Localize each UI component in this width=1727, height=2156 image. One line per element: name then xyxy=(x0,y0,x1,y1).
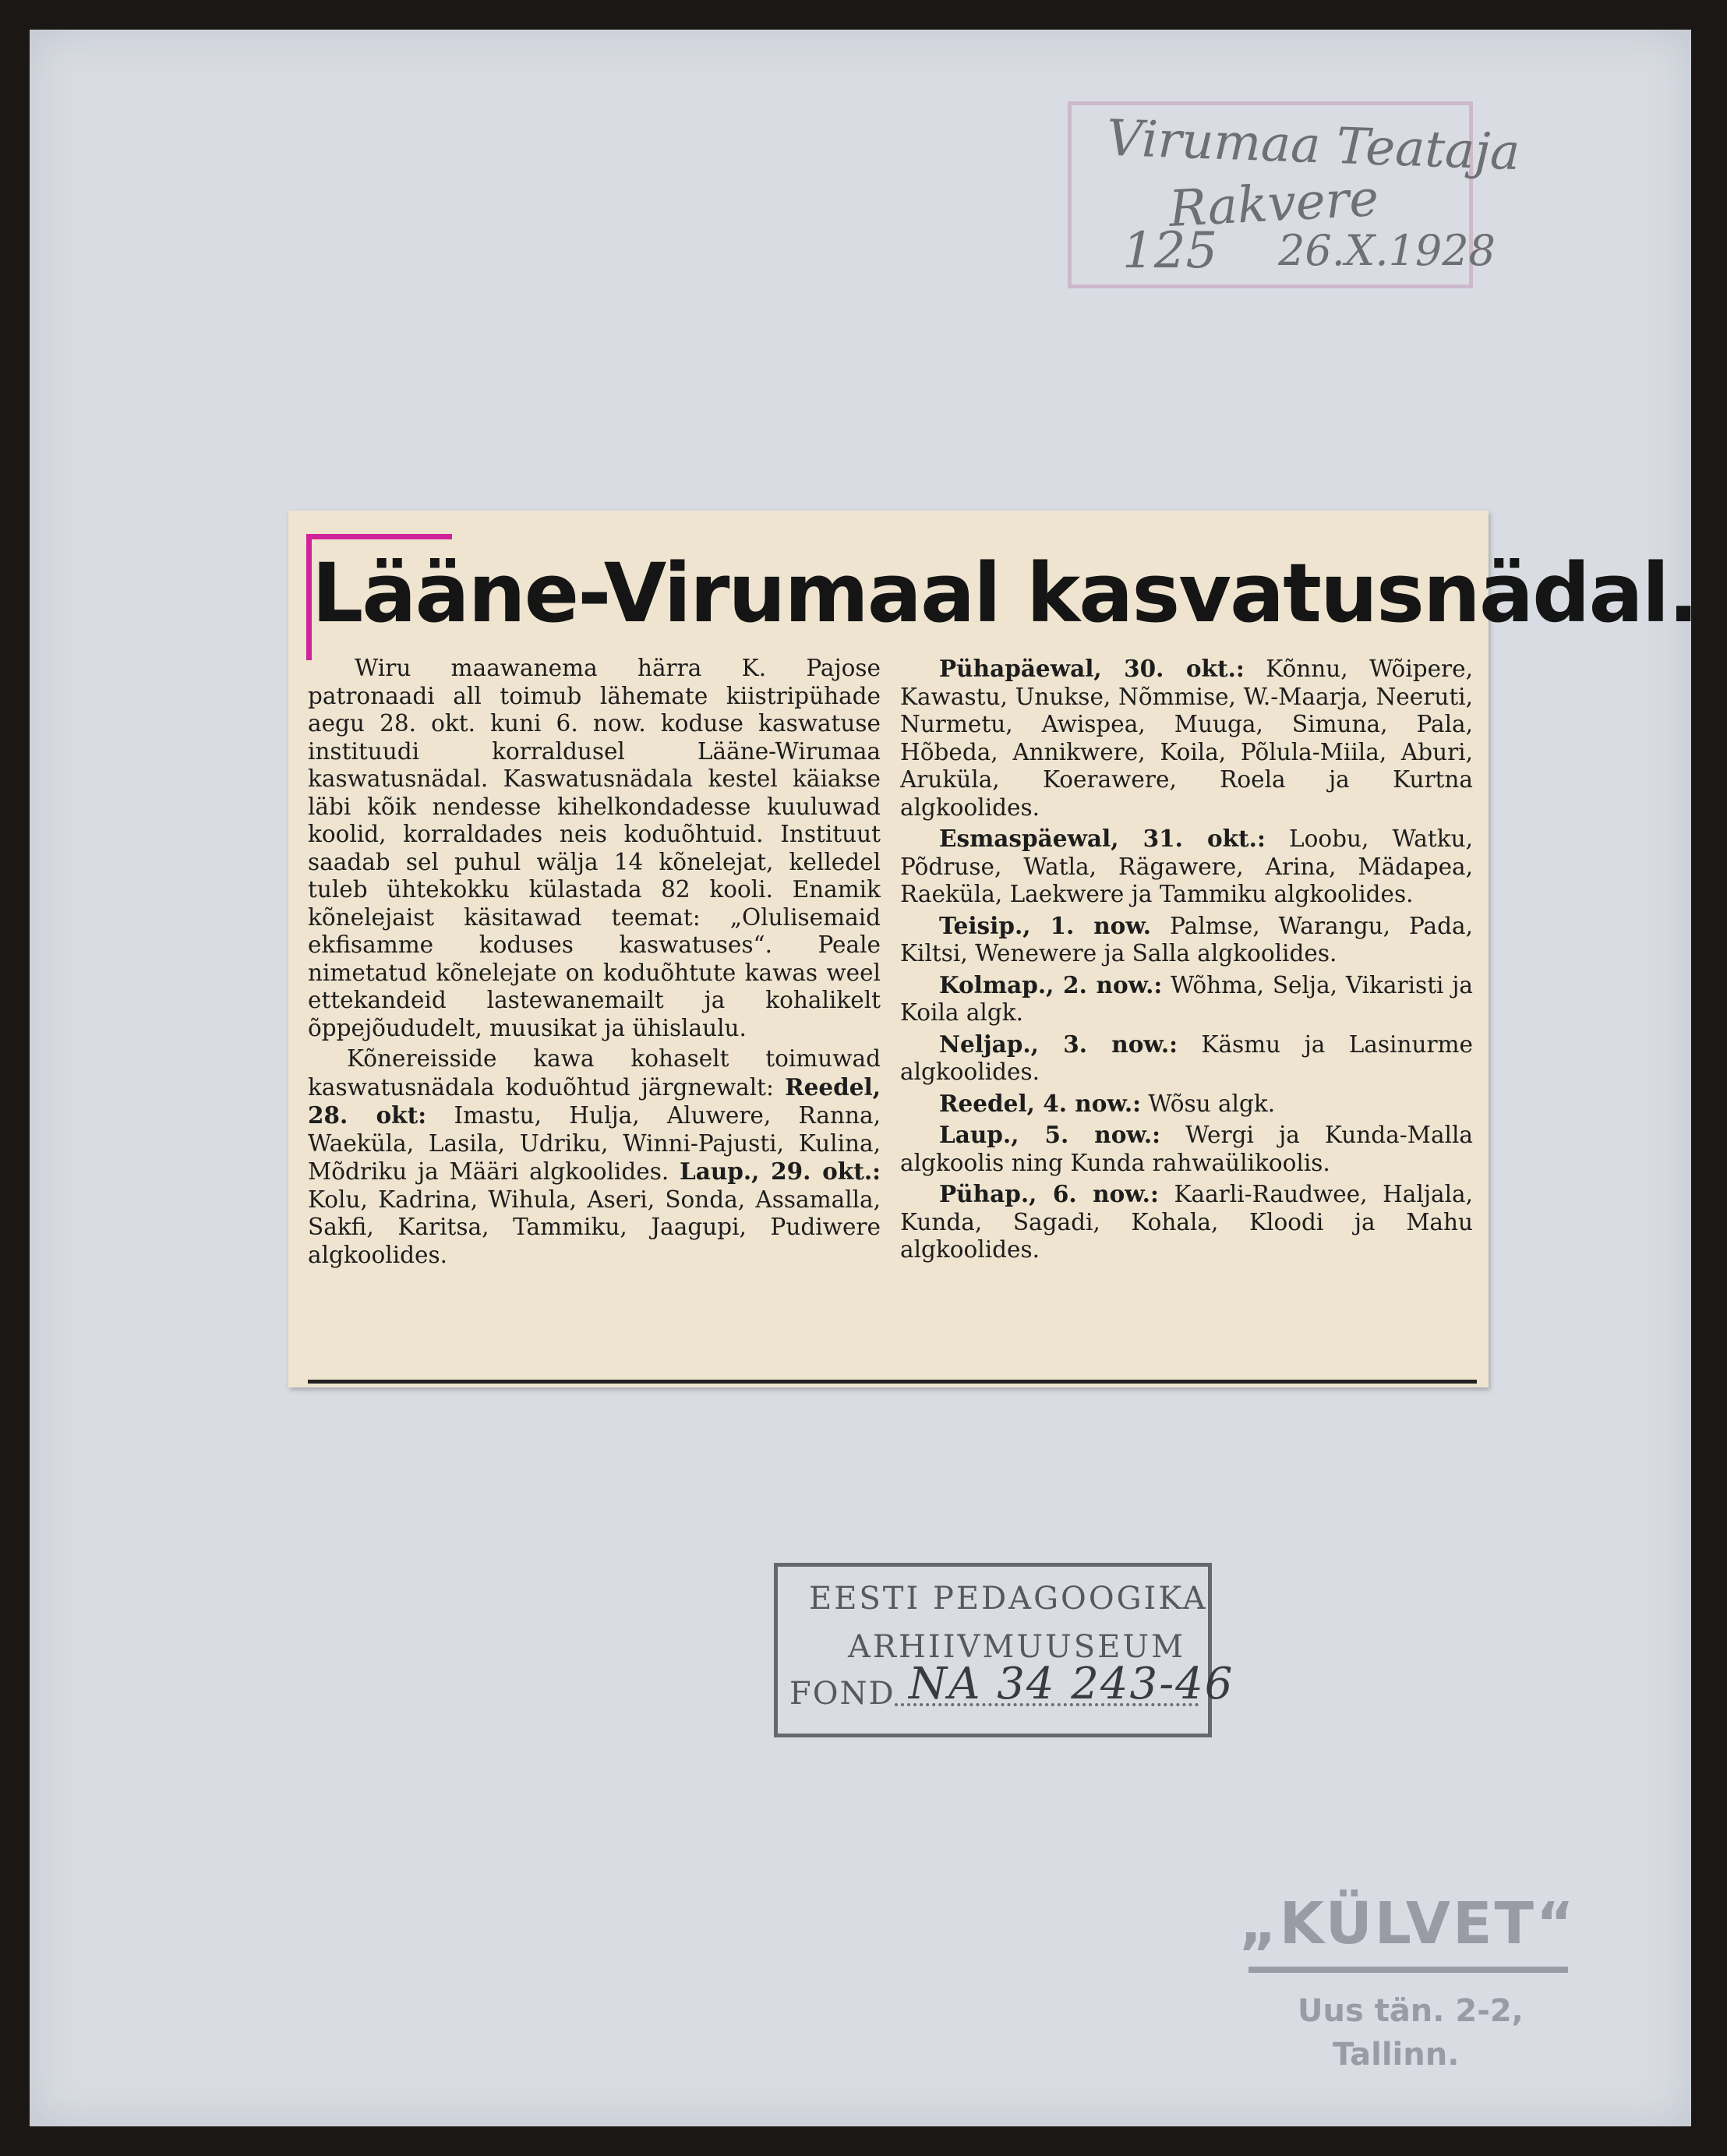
schedule-day-text: Wõsu algk. xyxy=(1148,1090,1276,1117)
schedule-day-label: Reedel, 4. now.: xyxy=(939,1089,1141,1117)
stamp-archive: ARHIIVMUUSEUM xyxy=(848,1629,1186,1665)
schedule-day-text: Imastu, Hulja, Aluwere, Ranna, Waeküla, Lasila, Udriku, Winni-Pajusti, Kulina, Mõdriku ja Määri algkoolides. xyxy=(308,1102,881,1185)
schedule-day-label: Pühap., 6. now.: xyxy=(939,1180,1159,1207)
clipping-bottom-rule xyxy=(308,1380,1477,1384)
schedule-entry xyxy=(900,825,1473,909)
schedule-day-label: Kolmap., 2. now.: xyxy=(939,970,1163,998)
schedule-day-label: Neljap., 3. now.: xyxy=(939,1030,1178,1058)
publisher-stamp xyxy=(1239,1890,1582,2073)
schedule-entry xyxy=(900,1180,1473,1264)
handwritten-city: Rakvere xyxy=(1167,170,1380,239)
publisher-city: Tallinn. xyxy=(1333,2037,1460,2073)
publisher-name: „KÜLVET“ xyxy=(1239,1890,1577,1957)
stamp-fond-label: FOND xyxy=(789,1676,895,1712)
schedule-entry xyxy=(900,1030,1473,1087)
schedule-entry xyxy=(900,655,1473,822)
schedule-entry xyxy=(900,1121,1473,1177)
clipping-left-column xyxy=(308,655,881,1272)
schedule-day-label: Teisip., 1. now. xyxy=(939,911,1152,939)
clipping-headline: Lääne-Virumaal kasvatusnädal. xyxy=(312,546,1697,641)
publisher-address: Uus tän. 2-2, xyxy=(1298,1993,1524,2029)
schedule-day-text: Wõhma, Selja, Vikaristi ja Koila algk. xyxy=(900,971,1473,1026)
stamp-institution: EESTI PEDAGOOGIKA xyxy=(809,1581,1208,1617)
stamp-fond-number: NA 34 243-46 xyxy=(909,1659,1234,1709)
handwritten-issue-number: 125 xyxy=(1122,222,1218,280)
schedule-day-text: Käsmu ja Lasinurme algkoolides. xyxy=(900,1030,1473,1085)
schedule-day-label: Pühapäewal, 30. okt.: xyxy=(939,655,1245,682)
schedule-day-label: Laup., 29. okt.: xyxy=(679,1158,881,1185)
clipping-paragraph: Wiru maawanema härra K. Pajose patronaadi all toimub lähemate kiistripühade aegu 28. okt. kuni 6. now. koduse kaswatuse instituudi korraldusel Lääne-Wirumaa kaswatusnädal. Kaswatusnädala kestel käiakse läbi kõik nendesse kihelkondadesse kuuluwad koolid, korraldades neis koduõhtuid. Instituut saadab sel puhul wälja 14 kõnelejat, kelledel tuleb ühtekokku külastada 82 kooli. Enamik kõnelejaist käsitawad teemat: „Olulisemaid ekfisamme koduses kaswatuses“. Peale nimetatud kõnelejate on koduõhtute kawas weel ettekandeid lastewanemailt ja kohalikelt õppejõududelt, muusikat ja ühislaulu. xyxy=(308,655,881,1041)
archive-stamp xyxy=(774,1563,1234,1737)
schedule-day-text: Palmse, Warangu, Pada, Kiltsi, Wenewere ja Salla algkoolides. xyxy=(900,912,1473,967)
clipping-paragraph xyxy=(308,1045,881,1269)
schedule-intro: Kõnereisside kawa kohaselt toimuwad kaswatusnädala koduõhtud järgnewalt: xyxy=(308,1045,881,1101)
schedule-entry xyxy=(900,1090,1473,1119)
schedule-day-text: Wergi ja Kunda-Malla algkoolis ning Kunda rahwaülikoolis. xyxy=(900,1122,1473,1176)
handwritten-newspaper-name: Virumaa Teataja xyxy=(1105,109,1521,182)
schedule-day-text: Kaarli-Raudwee, Haljala, Kunda, Sagadi, Kohala, Kloodi ja Mahu algkoolides. xyxy=(900,1181,1473,1263)
schedule-entry xyxy=(900,971,1473,1027)
schedule-day-label: Reedel, 28. okt: xyxy=(308,1073,881,1129)
schedule-day-text: Loobu, Watku, Põdruse, Watla, Rägawere, Arina, Mädapea, Raeküla, Laekwere ja Tammiku algkoolides. xyxy=(900,825,1473,907)
schedule-day-text: Kõnnu, Wõipere, Kawastu, Unukse, Nõmmise, W.-Maarja, Neeruti, Nurmetu, Awispea, Muuga, Simuna, Pala, Hõbeda, Annikwere, Koila, Põlula-Miila, Aburi, Aruküla, Koerawere, Roela ja Kurtna algkoolides. xyxy=(900,656,1473,821)
schedule-entry xyxy=(900,912,1473,968)
schedule-day-label: Laup., 5. now.: xyxy=(939,1121,1161,1148)
schedule-day-text: Kolu, Kadrina, Wihula, Aseri, Sonda, Assamalla, Sakfi, Karitsa, Tammiku, Jaagupi, Pudiwere algkoolides. xyxy=(308,1186,881,1268)
clipping-right-column xyxy=(900,655,1473,1267)
publisher-stamp-rule xyxy=(1248,1967,1568,1973)
handwritten-date: 26.X.1928 xyxy=(1278,226,1496,275)
schedule-day-label: Esmaspäewal, 31. okt.: xyxy=(939,825,1266,852)
